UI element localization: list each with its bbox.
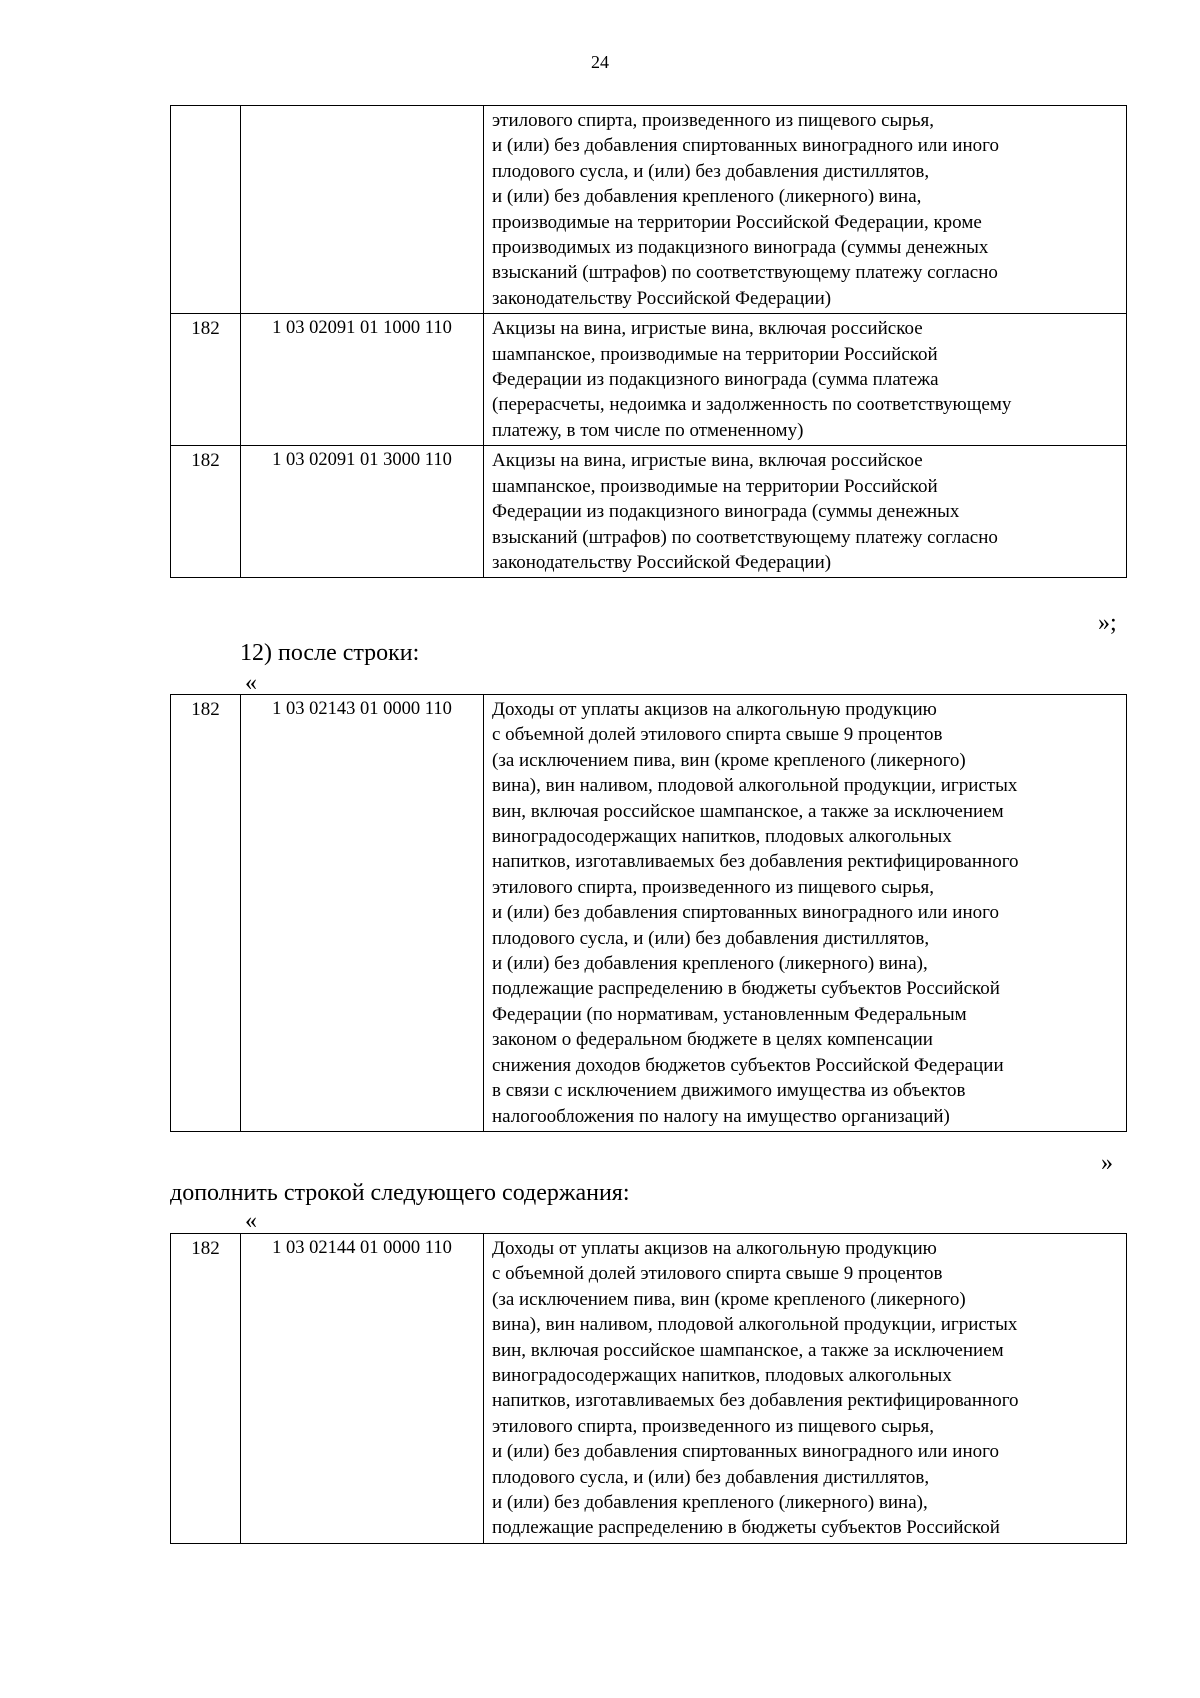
table-row [171,106,1127,314]
table-row [171,695,1127,1132]
description-line: вина), вин наливом, плодовой алкогольной продукции, игристых [492,775,1018,797]
description-line: взысканий (штрафов) по соответствующему платежу согласно [492,262,998,284]
description-line: плодового сусла, и (или) без добавления дистиллятов, [492,1466,930,1488]
description-line: Акцизы на вина, игристые вина, включая российское [492,318,923,340]
description-line: напитков, изготавливаемых без добавления ректифицированного [492,851,1019,873]
opening-quote: « [245,670,257,696]
description-line: подлежащие распределению в бюджеты субъектов Российской [492,1517,1000,1539]
admin-code-cell: 182 [171,695,241,1132]
budget-classification-code-cell: 1 03 02143 01 0000 110 [241,695,484,1132]
section-heading-12: 12) после строки: [240,640,420,666]
description-line: вин, включая российское шампанское, а также за исключением [492,1339,1004,1361]
description-line: Доходы от уплаты акцизов на алкогольную продукцию [492,1238,937,1259]
description-line: платежу, в том числе по отмененному) [492,419,804,441]
description-line: Федерации из подакцизного винограда (суммы денежных [492,501,960,523]
description-line: и (или) без добавления спиртованных виноградного или иного [492,902,999,924]
closing-quote-semicolon: »; [1098,610,1117,636]
budget-classification-code-cell: 1 03 02091 01 3000 110 [241,446,484,578]
description-line: вина), вин наливом, плодовой алкогольной продукции, игристых [492,1314,1018,1336]
description-line: (за исключением пива, вин (кроме крепленого (ликерного) [492,1288,966,1310]
admin-code-cell: 182 [171,446,241,578]
description-line: Акцизы на вина, игристые вина, включая российское [492,450,923,472]
description-line: и (или) без добавления крепленого (ликерного) вина), [492,953,928,975]
description-line: и (или) без добавления крепленого (ликерного) вина, [492,186,922,208]
description-line: налогообложения по налогу на имущество организаций) [492,1105,950,1127]
supplement-heading: дополнить строкой следующего содержания: [170,1180,630,1206]
description-line: (перерасчеты, недоимка и задолженность по соответствующему [492,394,1012,416]
description-line: шампанское, производимые на территории Российской [492,343,938,365]
description-line: шампанское, производимые на территории Российской [492,475,938,497]
description-line: и (или) без добавления спиртованных виноградного или иного [492,135,999,157]
description-line: с объемной долей этилового спирта свыше 9 процентов [492,1263,943,1285]
budget-classification-code-cell: 1 03 02091 01 1000 110 [241,314,484,446]
description-line: виноградосодержащих напитков, плодовых алкогольных [492,826,952,848]
description-line: производимые на территории Российской Федерации, кроме [492,211,982,233]
description-line: Федерации из подакцизного винограда (сумма платежа [492,369,939,391]
description-line: плодового сусла, и (или) без добавления дистиллятов, [492,160,930,182]
budget-classification-code-cell [241,106,484,314]
description-line: напитков, изготавливаемых без добавления ректифицированного [492,1390,1019,1412]
table-row [171,446,1127,578]
description-line: этилового спирта, произведенного из пищевого сырья, [492,876,934,898]
description-line: снижения доходов бюджетов субъектов Российской Федерации [492,1054,1004,1076]
description-line: законодательству Российской Федерации) [492,287,832,309]
description-line: плодового сусла, и (или) без добавления дистиллятов, [492,927,930,949]
description-line: законодательству Российской Федерации) [492,551,832,573]
table-row [171,1234,1127,1544]
opening-quote-2: « [245,1208,257,1234]
description-line: производимых из подакцизного винограда (суммы денежных [492,237,989,259]
admin-code-cell: 182 [171,314,241,446]
description-line: с объемной долей этилового спирта свыше 9 процентов [492,724,943,746]
description-line: законом о федеральном бюджете в целях компенсации [492,1029,933,1051]
description-cell [484,106,1127,314]
admin-code-cell: 182 [171,1234,241,1544]
description-line: и (или) без добавления крепленого (ликерного) вина), [492,1492,928,1514]
description-line: в связи с исключением движимого имущества из объектов [492,1080,966,1102]
table-row [171,314,1127,446]
description-line: (за исключением пива, вин (кроме крепленого (ликерного) [492,749,966,771]
description-line: взысканий (штрафов) по соответствующему платежу согласно [492,526,998,548]
closing-quote: » [1101,1150,1113,1176]
description-cell [484,1234,1127,1544]
budget-code-row-02143 [170,694,1127,1132]
description-line: Федерации (по нормативам, установленным Федеральным [492,1003,967,1025]
budget-code-row-02144 [170,1233,1127,1544]
description-cell [484,446,1127,578]
description-line: этилового спирта, произведенного из пищевого сырья, [492,1415,934,1437]
budget-codes-table-continued [170,105,1127,578]
description-line: подлежащие распределению в бюджеты субъектов Российской [492,978,1000,1000]
description-cell [484,695,1127,1132]
description-cell [484,314,1127,446]
page-number: 24 [591,52,609,72]
description-line: вин, включая российское шампанское, а также за исключением [492,800,1004,822]
budget-classification-code-cell: 1 03 02144 01 0000 110 [241,1234,484,1544]
description-line: этилового спирта, произведенного из пищевого сырья, [492,110,934,131]
description-line: и (или) без добавления спиртованных виноградного или иного [492,1441,999,1463]
description-line: виноградосодержащих напитков, плодовых алкогольных [492,1365,952,1387]
description-line: Доходы от уплаты акцизов на алкогольную продукцию [492,699,937,720]
admin-code-cell [171,106,241,314]
